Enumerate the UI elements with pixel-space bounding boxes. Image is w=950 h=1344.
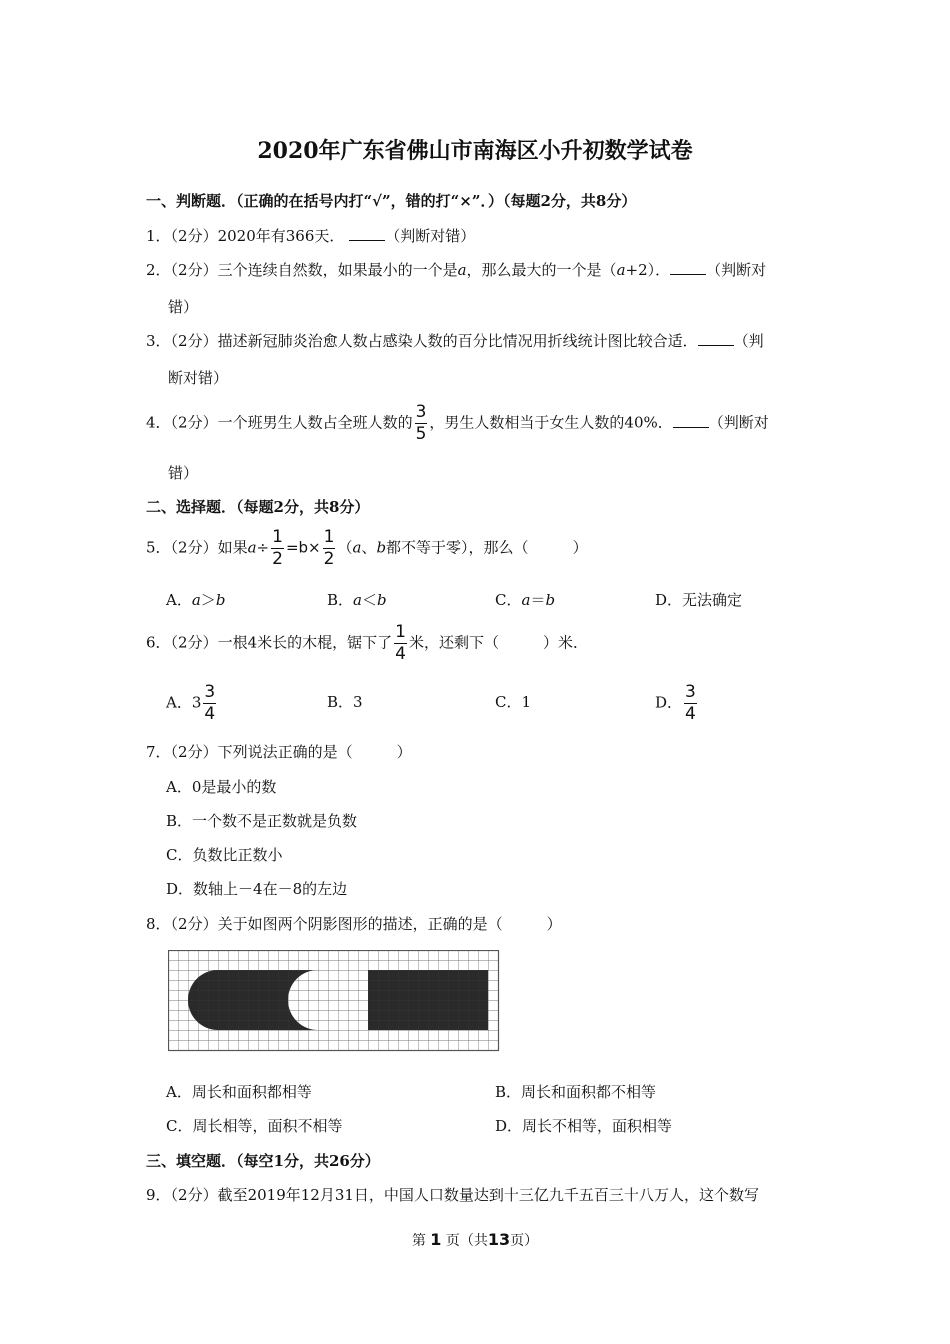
variable-b: b — [545, 591, 556, 609]
option-d[interactable] — [655, 684, 699, 723]
fraction-one-half — [323, 529, 336, 568]
option-b[interactable]: B．一个数不是正数就是负数 — [166, 812, 358, 830]
fraction-three-quarters — [684, 684, 697, 723]
question-6-text-c: ）米． — [542, 633, 588, 652]
variable-a: a — [247, 538, 257, 557]
question-8 — [146, 913, 562, 934]
section-2-heading: 二、选择题．（每题2分，共8分） — [146, 498, 370, 516]
variable-a: a — [616, 261, 626, 279]
question-4-tail: （判断对 — [708, 413, 769, 432]
fraction-denominator: 2 — [272, 549, 283, 569]
option-a[interactable] — [166, 684, 218, 723]
option-label: C． — [495, 591, 522, 609]
footer-prefix: 第 — [411, 1233, 426, 1249]
option-c[interactable]: C．负数比正数小 — [166, 846, 283, 864]
question-2-text-c: +2）． — [625, 261, 671, 279]
page-footer — [0, 1230, 950, 1250]
fraction-three-quarters — [203, 684, 216, 723]
option-c[interactable]: C．周长相等，面积不相等 — [166, 1117, 343, 1135]
option-d[interactable]: D．数轴上－4在－8的左边 — [166, 880, 348, 898]
fraction-numerator: 3 — [685, 682, 696, 702]
question-1-text: 1．（2分）2020年有366天． — [146, 227, 345, 245]
option-a[interactable]: A．0是最小的数 — [166, 778, 277, 796]
variable-a: a — [457, 261, 467, 279]
question-2-text: 2．（2分）三个连续自然数，如果最小的一个是 — [146, 261, 458, 279]
page-title: 2020年广东省佛山市南海区小升初数学试卷 — [257, 138, 693, 164]
option-label: A． — [166, 591, 192, 609]
fraction-one-quarter — [394, 624, 407, 663]
question-7 — [146, 741, 412, 762]
equation-middle: =b× — [285, 538, 321, 557]
fraction-denominator: 4 — [395, 644, 406, 664]
option-label: D． — [655, 693, 683, 712]
option-d[interactable]: D．无法确定 — [655, 591, 743, 609]
answer-blank — [698, 333, 734, 346]
comparison-sign: ＝ — [530, 591, 546, 609]
variable-b: b — [376, 538, 387, 557]
question-4 — [146, 404, 769, 443]
close-paren: ） — [572, 538, 588, 557]
question-5 — [146, 529, 588, 568]
page-number: 1 — [430, 1230, 442, 1249]
comparison-sign: ＜ — [361, 591, 377, 609]
fraction-denominator: 4 — [204, 704, 216, 724]
question-6-text: 6．（2分）一根4米长的木棍，锯下了 — [146, 633, 393, 652]
question-9: 9．（2分）截至2019年12月31日，中国人口数量达到十三亿九千五百三十八万人，这个数写 — [146, 1186, 759, 1204]
fraction-numerator: 1 — [272, 527, 283, 547]
question-6-text-b: 米，还剩下（ — [408, 633, 499, 652]
variable-b: b — [377, 591, 387, 609]
footer-middle: 页（共 — [445, 1233, 488, 1249]
variable-a: a — [353, 591, 362, 609]
option-c[interactable] — [495, 589, 555, 610]
question-2-continuation: 错） — [168, 298, 199, 316]
question-3-continuation: 断对错） — [168, 369, 229, 387]
question-1 — [146, 225, 475, 246]
option-b[interactable] — [327, 589, 387, 610]
question-3-tail: （判 — [733, 332, 764, 350]
question-4-continuation: 错） — [168, 464, 199, 482]
close-paren: ） — [396, 743, 412, 761]
question-2-text-b: ，那么最大的一个是（ — [466, 261, 617, 279]
option-label: B． — [327, 591, 354, 609]
comparison-sign: ＞ — [200, 591, 216, 609]
section-3-heading: 三、填空题．（每空1分，共26分） — [146, 1152, 380, 1170]
close-paren: ） — [546, 915, 562, 933]
fraction-denominator: 2 — [323, 549, 335, 569]
divide-sign: ÷ — [256, 538, 270, 557]
question-5-text-b: （ — [337, 538, 353, 557]
footer-suffix: 页） — [510, 1233, 539, 1249]
question-7-text: 7．（2分）下列说法正确的是（ — [146, 743, 353, 761]
question-1-tail: （判断对错） — [385, 227, 476, 245]
variable-a: a — [521, 591, 531, 609]
question-4-text-b: ，男生人数相当于女生人数的40%． — [429, 413, 673, 432]
fraction-numerator: 1 — [323, 527, 335, 547]
question-4-text: 4．（2分）一个班男生人数占全班人数的 — [146, 413, 413, 432]
question-3 — [146, 330, 764, 351]
section-1-heading: 一、判断题．（正确的在括号内打“√”，错的打“×”．）（每题2分，共8分） — [146, 192, 637, 210]
right-shape-grid-overlay — [368, 970, 488, 1030]
question-5-text-c: 都不等于零），那么（ — [386, 538, 529, 557]
answer-blank — [673, 415, 709, 428]
total-pages: 13 — [487, 1230, 511, 1249]
option-a[interactable] — [166, 589, 225, 610]
fraction-numerator: 3 — [415, 402, 427, 422]
option-b[interactable]: B．3 — [327, 693, 363, 711]
answer-blank — [349, 228, 385, 241]
option-b[interactable]: B．周长和面积都不相等 — [495, 1083, 657, 1101]
variable-a: a — [191, 591, 201, 609]
variable-b: b — [215, 591, 226, 609]
separator: 、 — [361, 538, 377, 557]
question-3-text: 3．（2分）描述新冠肺炎治愈人数占感染人数的百分比情况用折线统计图比较合适． — [146, 332, 698, 350]
answer-blank — [670, 262, 706, 275]
option-d[interactable]: D．周长不相等，面积相等 — [495, 1117, 673, 1135]
fraction-denominator: 5 — [415, 424, 427, 444]
fraction-numerator: 3 — [204, 682, 216, 702]
fraction-denominator: 4 — [685, 704, 696, 724]
option-label: A．3 — [166, 693, 202, 712]
variable-a: a — [352, 538, 362, 557]
question-2-tail: （判断对 — [706, 261, 767, 279]
fraction-one-half — [271, 529, 284, 568]
question-5-text: 5．（2分）如果 — [146, 538, 248, 557]
option-c[interactable]: C．1 — [495, 693, 532, 711]
fraction-three-fifths — [415, 404, 428, 443]
question-6 — [146, 624, 588, 663]
fraction-numerator: 1 — [395, 622, 406, 642]
option-a[interactable]: A．周长和面积都相等 — [166, 1083, 312, 1101]
question-2 — [146, 259, 766, 280]
question-8-text: 8．（2分）关于如图两个阴影图形的描述，正确的是（ — [146, 915, 503, 933]
shaded-shapes-figure — [168, 950, 500, 1054]
